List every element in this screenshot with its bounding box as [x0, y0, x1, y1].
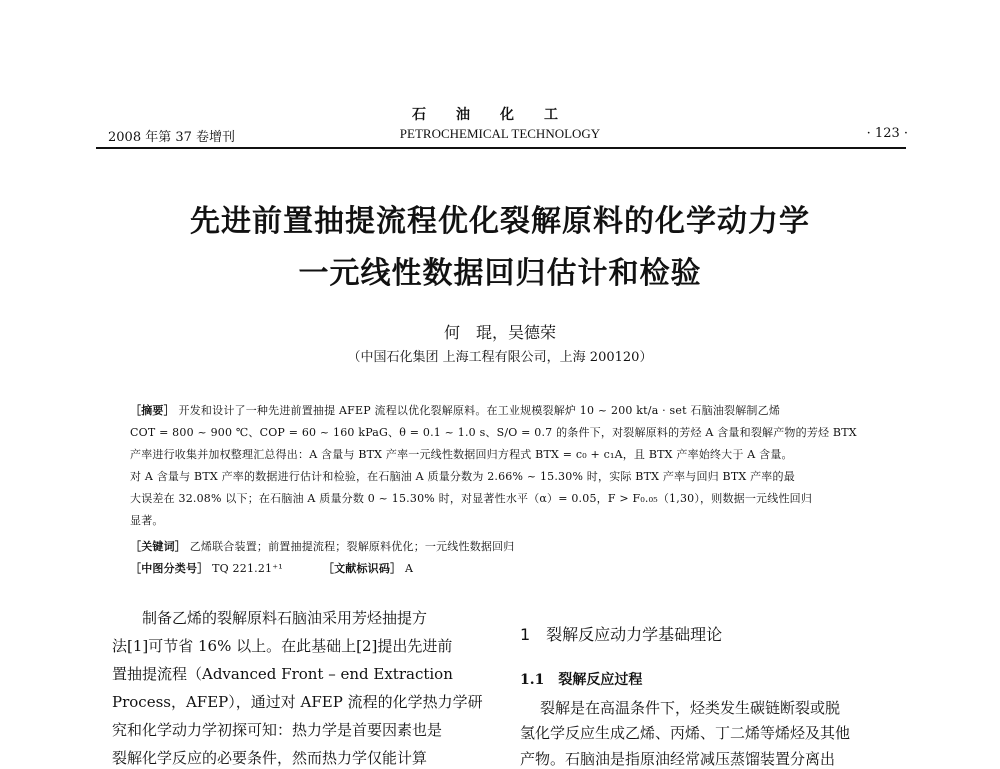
body-line: Process，AFEP），通过对 AFEP 流程的化学热力学研	[112, 693, 483, 711]
affiliation: （中国石化集团 上海工程有限公司，上海 200120）	[347, 350, 653, 365]
paper-title-line-1: 先进前置抽提流程优化裂解原料的化学动力学	[190, 204, 810, 239]
doc-code: A	[404, 562, 414, 575]
section-heading: 1 裂解反应动力学基础理论	[520, 625, 723, 644]
body-line: 制备乙烯的裂解原料石脑油采用芳烃抽提方	[112, 609, 428, 627]
keywords: 乙烯联合装置；前置抽提流程；裂解原料优化；一元线性数据回归	[189, 540, 515, 553]
abstract-line	[130, 402, 780, 418]
subsection-heading: 1.1 裂解反应过程	[520, 672, 643, 688]
body-line: 究和化学动力学初探可知：热力学是首要因素也是	[112, 721, 443, 739]
clc-code: TQ 221.21⁺¹	[212, 562, 283, 575]
abstract-line: 对 A 含量与 BTX 产率的数据进行估计和检验，在石脑油 A 质量分数为 2.66% ~ 15.30% 时，实际 BTX 产率与回归 BTX 产率的最	[130, 470, 795, 483]
journal-name-cn: 石油化工	[412, 107, 588, 123]
clc-label: ［中图分类号］	[130, 562, 209, 575]
abstract-line: 大误差在 32.08% 以下；在石脑油 A 质量分数 0 ~ 15.30% 时，对显著性水平（α）= 0.05，F > F₀.₀₅（1,30），则数据一元线性回归	[130, 492, 813, 505]
authors: 何 琨，吴德荣	[443, 323, 556, 342]
paper-title-line-2: 一元线性数据回归估计和检验	[298, 256, 702, 291]
keywords-label: ［关键词］	[130, 540, 186, 553]
page-number: · 123 ·	[866, 126, 908, 141]
body-line: 氢化学反应生成乙烯、丙烯、丁二烯等烯烃及其他	[520, 724, 851, 742]
abstract-text: 开发和设计了一种先进前置抽提 AFEP 流程以优化裂解原料。在工业规模裂解炉 10 ~ 200 kt/a · set 石脑油裂解制乙烯	[178, 404, 781, 417]
abstract-line: 显著。	[130, 514, 164, 527]
journal-name-en: PETROCHEMICAL TECHNOLOGY	[399, 126, 601, 141]
body-line: 裂解是在高温条件下，烃类发生碳链断裂或脱	[540, 699, 841, 717]
body-line: 置抽提流程（Advanced Front – end Extraction	[112, 665, 453, 683]
doc-code-label: ［文献标识码］	[322, 562, 402, 575]
body-line: 法[1]可节省 16% 以上。在此基础上[2]提出先进前	[112, 637, 453, 655]
body-line: 裂解化学反应的必要条件，然而热力学仅能计算	[112, 749, 428, 767]
header-rule	[96, 147, 906, 149]
keywords-line	[130, 538, 515, 554]
classification-line	[130, 560, 413, 576]
abstract-line: COT = 800 ~ 900 ℃、COP = 60 ~ 160 kPaG、θ = 0.1 ~ 1.0 s、S/O = 0.7 的条件下，对裂解原料的芳烃 A 含量和裂解产物的芳烃 BTX	[130, 426, 857, 439]
abstract-label: ［摘要］	[130, 404, 175, 417]
abstract-line: 产率进行收集并加权整理汇总得出：A 含量与 BTX 产率一元线性数据回归方程式 BTX = c₀ + c₁A，且 BTX 产率始终大于 A 含量。	[130, 448, 793, 461]
body-line: 产物。石脑油是指原油经常减压蒸馏装置分离出	[520, 750, 836, 768]
issue-label: 2008 年第 37 卷增刊	[108, 130, 236, 145]
